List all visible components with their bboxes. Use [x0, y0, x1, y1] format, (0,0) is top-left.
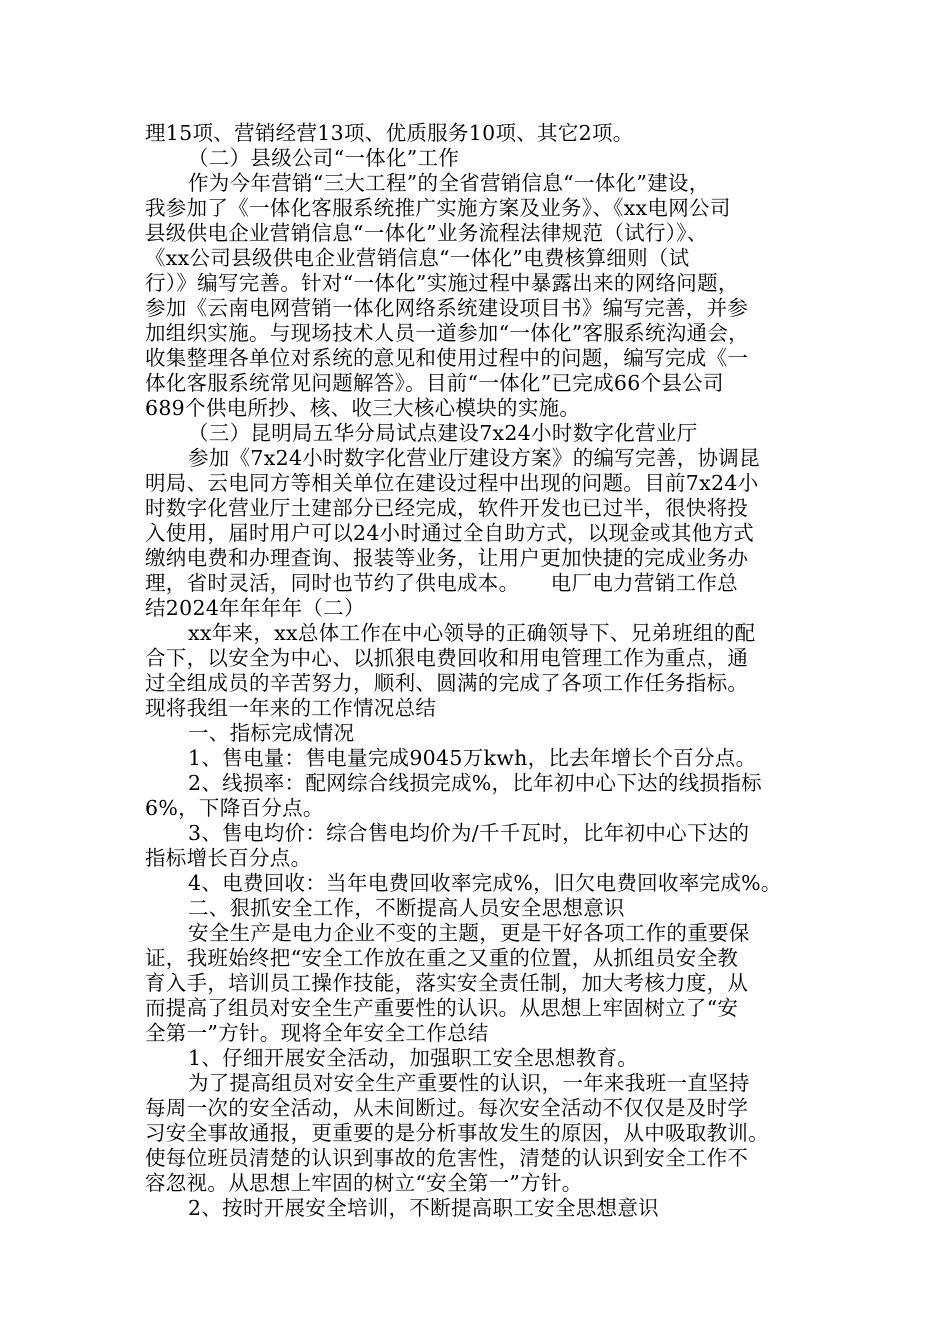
text-line: 合下，以安全为中心、以抓狠电费回收和用电管理工作为重点，通	[145, 646, 749, 670]
list-item: 1、仔细开展安全活动，加强职工安全思想教育。	[188, 1046, 639, 1070]
section-heading: （三）昆明局五华分局试点建设7x24小时数字化营业厅	[188, 421, 698, 445]
text-line: 收集整理各单位对系统的意见和使用过程中的问题，编写完成《一	[145, 346, 749, 370]
text-line: 证，我班始终把“安全工作放在重之又重的位置，从抓组员安全教	[145, 946, 739, 970]
text-line: 每周一次的安全活动，从未间断过。每次安全活动不仅仅是及时学	[145, 1096, 749, 1120]
section-heading: （二）县级公司“一体化”工作	[188, 146, 460, 170]
list-item: 1、售电量：售电量完成9045万kwh，比去年增长个百分点。	[188, 746, 757, 770]
text-line: 我参加了《一体化客服系统推广实施方案及业务》、《xx电网公司	[145, 196, 731, 220]
section-heading: 二、狠抓安全工作，不断提高人员安全思想意识	[188, 896, 625, 920]
text-line: 6%，下降百分点。	[145, 796, 324, 820]
text-line: 入使用，届时用户可以24小时通过全自助方式，以现金或其他方式	[145, 521, 755, 545]
text-line: 689个供电所抄、核、收三大核心模块的实施。	[145, 396, 581, 420]
text-line: 参加《7x24小时数字化营业厅建设方案》的编写完善，协调昆	[188, 446, 760, 470]
text-line: 而提高了组员对安全生产重要性的认识。从思想上牢固树立了“安	[145, 996, 739, 1020]
text-line: 结2024年年年年（二）	[145, 596, 365, 620]
section-heading: 一、指标完成情况	[188, 721, 355, 745]
list-item: 2、线损率：配网综合线损完成%，比年初中心下达的线损指标	[188, 771, 762, 795]
text-line: 容忽视。从思想上牢固的树立“安全第一”方针。	[145, 1171, 583, 1195]
text-line: 参加《云南电网营销一体化网络系统建设项目书》编写完善，并参	[145, 296, 749, 320]
text-line: xx年来，xx总体工作在中心领导的正确领导下、兄弟班组的配	[188, 621, 756, 645]
text-line: 现将我组一年来的工作情况总结	[145, 696, 437, 720]
text-line: 加组织实施。与现场技术人员一道参加“一体化”客服系统沟通会，	[145, 321, 749, 345]
text-line: 理15项、营销经营13项、优质服务10项、其它2项。	[145, 121, 634, 145]
text-line: 习安全事故通报，更重要的是分析事故发生的原因，从中吸取教训。	[145, 1121, 769, 1145]
list-item: 2、按时开展安全培训，不断提高职工安全思想意识	[188, 1196, 659, 1220]
text-line: 体化客服系统常见问题解答》。目前“一体化”已完成66个县公司	[145, 371, 724, 395]
list-item: 4、电费回收：当年电费回收率完成%，旧欠电费回收率完成%。	[188, 871, 782, 895]
text-line: 明局、云电同方等相关单位在建设过程中出现的问题。目前7x24小	[145, 471, 759, 495]
text-line: 行）》编写完善。针对“一体化”实施过程中暴露出来的网络问题，	[145, 271, 739, 295]
list-item: 3、售电均价：综合售电均价为/千千瓦时，比年初中心下达的	[188, 821, 750, 845]
text-line: 使每位班员清楚的认识到事故的危害性，清楚的认识到安全工作不	[145, 1146, 749, 1170]
document-body	[145, 121, 811, 1221]
text-line: 理，省时灵活，同时也节约了供电成本。 电厂电力营销工作总	[145, 571, 738, 595]
text-line: 缴纳电费和办理查询、报装等业务，让用户更加快捷的完成业务办	[145, 546, 749, 570]
text-line: 过全组成员的辛苦努力，顺利、圆满的完成了各项工作任务指标。	[145, 671, 749, 695]
text-line: 为了提高组员对安全生产重要性的认识，一年来我班一直坚持	[188, 1071, 750, 1095]
text-line: 作为今年营销“三大工程”的全省营销信息“一体化”建设，	[188, 171, 710, 195]
text-line: 全第一”方针。现将全年安全工作总结	[145, 1021, 489, 1045]
text-line: 《xx公司县级供电企业营销信息“一体化”电费核算细则（试	[145, 246, 690, 270]
text-line: 县级供电企业营销信息“一体化”业务流程法律规范（试行）》、	[145, 221, 708, 245]
text-line: 安全生产是电力企业不变的主题，更是干好各项工作的重要保	[188, 921, 750, 945]
text-line: 育入手，培训员工操作技能，落实安全责任制，加大考核力度，从	[145, 971, 749, 995]
text-line: 时数字化营业厅土建部分已经完成，软件开发也已过半，很快将投	[145, 496, 749, 520]
text-line: 指标增长百分点。	[145, 846, 312, 870]
